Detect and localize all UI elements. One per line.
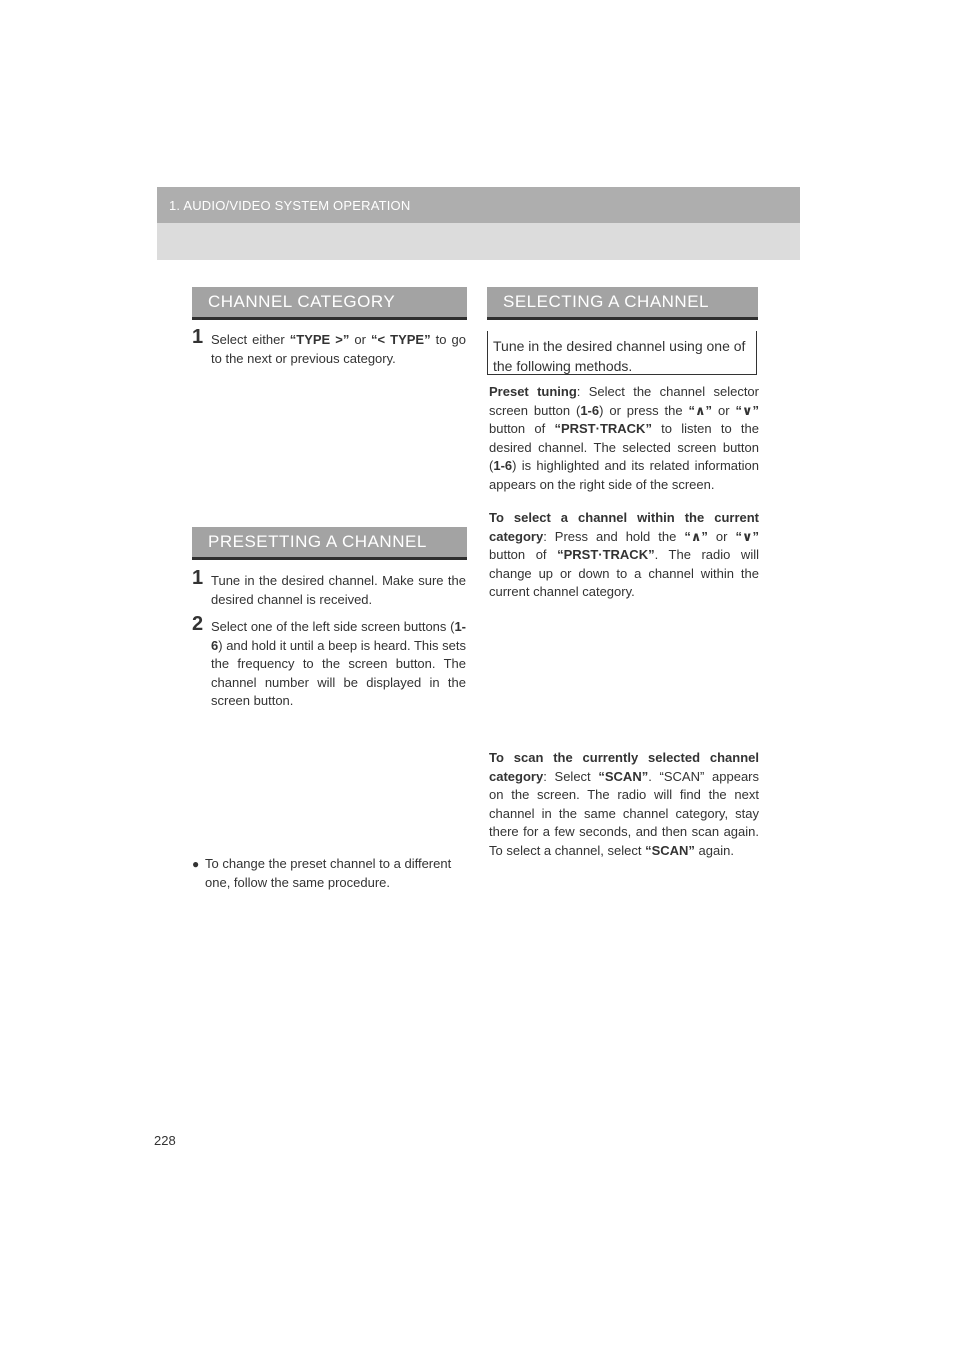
step-number: 1 [192,326,204,348]
bullet-icon: ● [192,857,200,871]
select-within-category-paragraph: To select a channel within the current category: Press and hold the “∧” or “∨” button of “PRST·TRACK”. The radio will change up or down to a channel within the current channel category. [489,510,759,599]
selecting-intro: Tune in the desired channel using one of the following methods. [487,331,757,375]
scan-category-paragraph: To scan the currently selected channel category: Select “SCAN”. “SCAN” appears on the screen. The radio will find the next channel in the same channel category, stay there for a few seconds, and then scan again. To select a channel, select “SCAN” again. [489,750,760,858]
channel-category-step-1 [192,326,466,368]
presetting-step-2 [192,613,466,711]
step-text: Select one of the left side screen buttons (1-6) and hold it until a beep is heard. This sets the frequency to the screen button. The channel number will be displayed in the screen button. [211,619,466,708]
step-number: 1 [192,567,204,589]
preset-tuning-paragraph: Preset tuning: Select the channel selector screen button (1-6) or press the “∧” or “∨” button of “PRST·TRACK” to listen to the desired channel. The selected screen button (1-6) is highlighted and its related information appears on the right side of the screen. [489,384,759,492]
step-text: Tune in the desired channel. Make sure the desired channel is received. [211,573,466,607]
page-number: 228 [154,1133,176,1148]
presetting-step-1 [192,567,466,609]
step-number: 2 [192,613,204,635]
note-text: To change the preset channel to a different one, follow the same procedure. [205,856,452,890]
presetting-heading: PRESETTING A CHANNEL [192,527,467,560]
selecting-heading: SELECTING A CHANNEL [487,287,758,320]
preset-note [192,855,466,892]
header-bar [157,187,800,223]
header-subbar [157,223,800,260]
channel-category-heading: CHANNEL CATEGORY [192,287,467,320]
section-title: 1. AUDIO/VIDEO SYSTEM OPERATION [169,198,411,213]
step-text: Select either “TYPE >” or “< TYPE” to go to the next or previous category. [211,332,466,366]
